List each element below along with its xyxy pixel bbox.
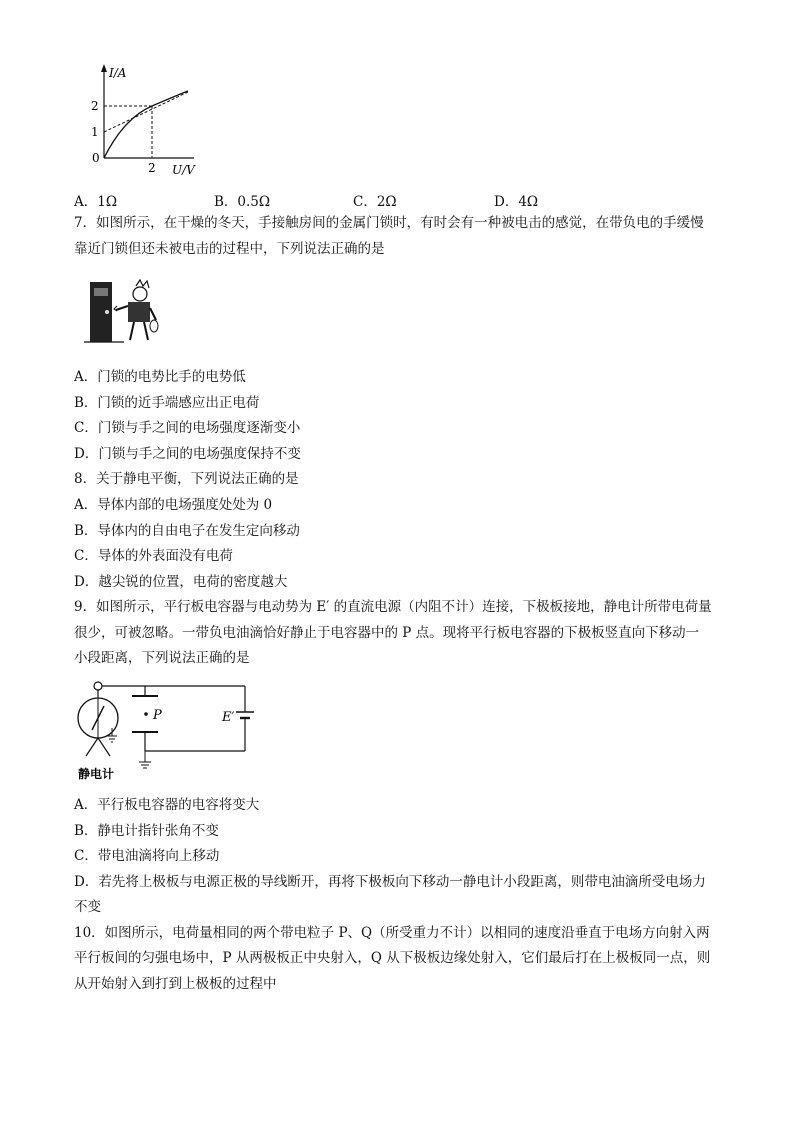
q10-stem-line2: 平行板间的匀强电场中，P 从两极板正中央射入，Q 从下极板边缘处射入，它们最后打在上极板同一点，则 <box>74 950 711 966</box>
x-axis-label: U/V <box>172 163 195 177</box>
q6-option-b[interactable]: B．0.5Ω <box>214 194 271 210</box>
q6-option-c[interactable]: C．2Ω <box>353 194 397 210</box>
capacitor-circuit-figure <box>70 676 270 786</box>
q6-options <box>74 190 634 210</box>
electrometer-label: 静电计 <box>78 767 115 781</box>
q7-stem-line2: 靠近门锁但还未被电击的过程中，下列说法正确的是 <box>74 241 385 257</box>
door-lock-figure <box>84 276 164 346</box>
q6-option-d[interactable]: D．4Ω <box>494 194 539 210</box>
q9-stem-line2: 很少，可被忽略。一带负电油滴恰好静止于电容器中的 P 点。现将平行板电容器的下极板竖直向下移动一 <box>74 625 700 641</box>
q9-stem-line3: 小段距离，下列说法正确的是 <box>74 650 250 666</box>
y-tick-1: 1 <box>91 125 99 139</box>
q7-option-c[interactable]: C．门锁与手之间的电场强度逐渐变小 <box>74 420 301 436</box>
q8-stem: 8．关于静电平衡，下列说法正确的是 <box>74 471 299 487</box>
q7-option-a[interactable]: A．门锁的电势比手的电势低 <box>74 369 246 385</box>
q8-option-d[interactable]: D．越尖锐的位置，电荷的密度越大 <box>74 574 288 590</box>
q8-option-b[interactable]: B．导体内的自由电子在发生定向移动 <box>74 523 300 539</box>
point-p-label: P <box>153 708 162 723</box>
source-label: E′ <box>222 710 235 725</box>
q9-stem-line1: 9．如图所示，平行板电容器与电动势为 E′ 的直流电源（内阻不计）连接，下极板接地，静电计所带电荷量 <box>74 599 712 615</box>
q9-option-b[interactable]: B．静电计指针张角不变 <box>74 823 219 839</box>
y-axis-label: I/A <box>109 66 127 80</box>
q9-option-a[interactable]: A．平行板电容器的电容将变大 <box>74 797 260 813</box>
q7-option-b[interactable]: B．门锁的近手端感应出正电荷 <box>74 395 260 411</box>
q6-option-a[interactable]: A．1Ω <box>74 194 118 210</box>
q7-option-d[interactable]: D．门锁与手之间的电场强度保持不变 <box>74 446 301 462</box>
q8-option-c[interactable]: C．导体的外表面没有电荷 <box>74 548 233 564</box>
q8-option-a[interactable]: A．导体内部的电场强度处处为 0 <box>74 497 273 513</box>
q9-option-d[interactable]: D．若先将上极板与电源正极的导线断开，再将下极板向下移动一静电计小段距离，则带电油滴所受电场力 <box>74 874 706 890</box>
origin-label: 0 <box>92 151 100 165</box>
q7-stem-line1: 7．如图所示，在干燥的冬天，手接触房间的金属门锁时，有时会有一种被电击的感觉，在带负电的手缓慢 <box>74 215 704 231</box>
q9-option-d-continued: 不变 <box>74 899 101 915</box>
y-tick-2: 2 <box>91 99 99 113</box>
iu-graph <box>84 60 204 180</box>
q9-option-c[interactable]: C．带电油滴将向上移动 <box>74 848 220 864</box>
q10-stem-line1: 10．如图所示，电荷量相同的两个带电粒子 P、Q（所受重力不计）以相同的速度沿垂直于电场方向射入两 <box>74 925 710 941</box>
x-tick-2: 2 <box>148 161 156 175</box>
q10-stem-line3: 从开始射入到打到上极板的过程中 <box>74 976 277 992</box>
